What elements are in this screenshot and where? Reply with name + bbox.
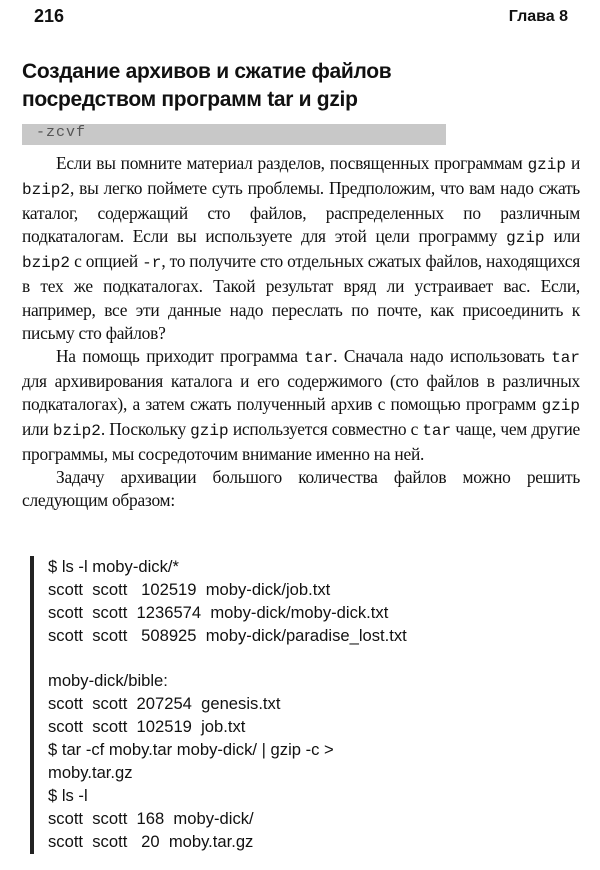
section-title-line: Создание архивов и сжатие файлов (22, 60, 392, 83)
code-line: moby.tar.gz (48, 763, 133, 783)
code-line: scott scott 102519 moby-dick/job.txt (48, 579, 331, 599)
page-number: 216 (34, 6, 65, 26)
code-line: scott scott 207254 genesis.txt (48, 694, 281, 714)
code-line: scott scott 1236574 moby-dick/moby-dick.txt (48, 602, 389, 622)
chapter-label: Глава 8 (508, 8, 568, 25)
inline-code: tar (422, 422, 452, 441)
code-listing (30, 556, 600, 854)
code-line: scott scott 102519 job.txt (48, 717, 246, 737)
code-line: scott scott 508925 moby-dick/paradise_lost.txt (48, 625, 407, 645)
code-line: $ ls -l moby-dick/* (48, 557, 179, 576)
inline-code: tar (551, 348, 580, 367)
option-banner (22, 124, 446, 145)
code-line: moby-dick/bible: (48, 671, 168, 691)
inline-code: gzip (506, 229, 545, 248)
inline-code: bzip2 (22, 254, 71, 273)
inline-code: bzip2 (22, 181, 71, 200)
page-header (34, 6, 568, 34)
code-line: scott scott 168 moby-dick/ (48, 808, 254, 828)
inline-code: bzip2 (52, 422, 101, 441)
code-line (48, 648, 600, 671)
section-title-line: посредством программ tar и gzip (22, 88, 358, 111)
inline-code: -r (142, 254, 162, 273)
code-line: scott scott 20 moby.tar.gz (48, 831, 254, 851)
body-text (22, 152, 580, 512)
section-title (22, 58, 562, 114)
inline-code: tar (304, 348, 334, 367)
code-line: $ ls -l (48, 785, 88, 805)
code-line: $ tar -cf moby.tar moby-dick/ | gzip -c > (48, 740, 334, 760)
paragraph: Задачу архивации большого количества файлов можно решить следующим образом: (22, 467, 580, 511)
inline-code: gzip (527, 156, 566, 174)
inline-code: gzip (190, 422, 229, 441)
option-text: -zcvf (36, 124, 87, 141)
paragraph: Если вы помните материал разделов, посвященных программам gzip и bzip2, вы легко поймете суть проблемы. Предположим, что вам надо сжать каталог, содержащий сто файлов, распределенных по различным подкаталогам. Если вы используете для этой цели программу gzip или bzip2 с опцией -r, то получите сто отдельных сжатых файлов, находящихся в тех же подкаталогах. Такой результат вряд ли устраивает вас. Если, например, все эти данные надо переслать по почте, как присоединить к письму сто файлов? (22, 153, 581, 343)
inline-code: gzip (541, 396, 580, 415)
paragraph: На помощь приходит программа tar. Сначала надо использовать tar для архивирования каталога и его содержимого (сто файлов в различных подкаталогах), а затем сжать полученный архив с помощью программ gzip или bzip2. Поскольку gzip используется совместно с tar чаще, чем другие программы, мы сосредоточим внимание именно на ней. (22, 345, 580, 465)
